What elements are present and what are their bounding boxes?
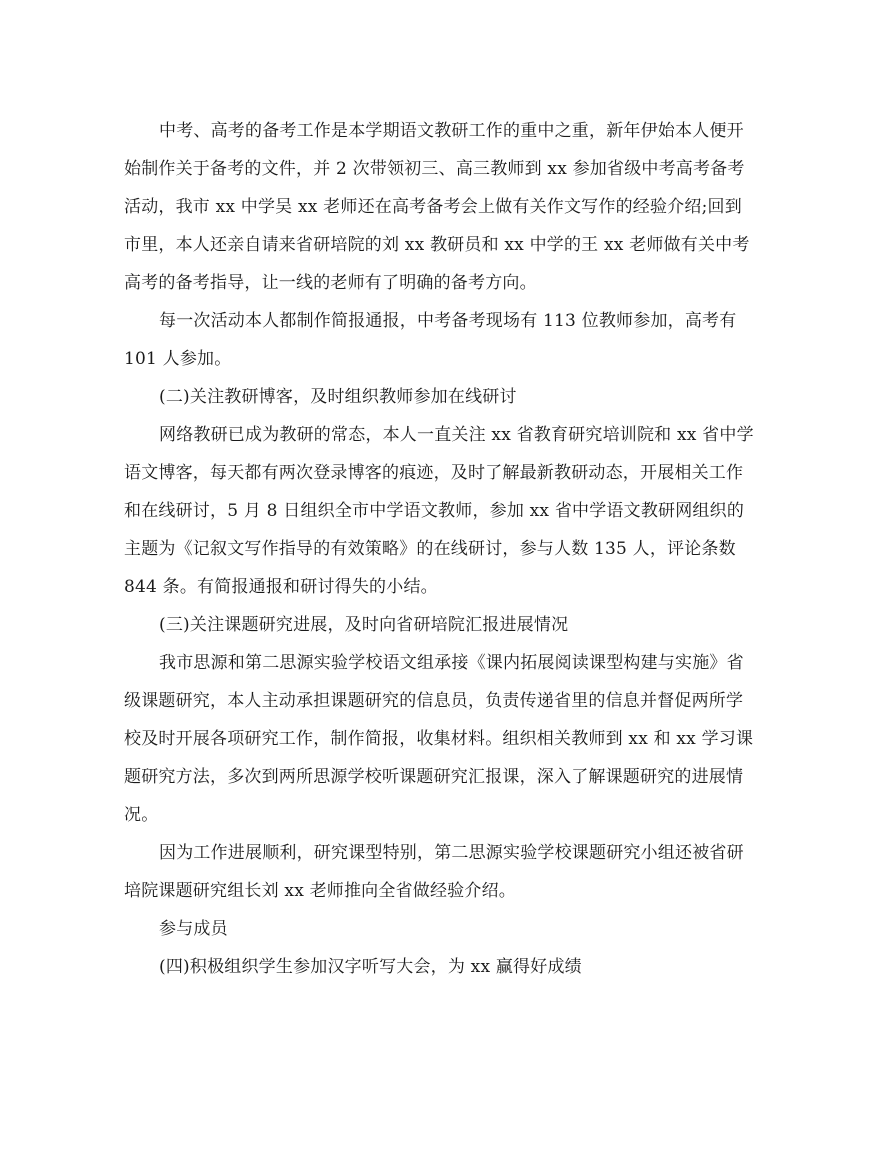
text-line: 和在线研讨，5 月 8 日组织全市中学语文教师，参加 xx 省中学语文教研网组织的 (124, 501, 745, 521)
paragraph-activity-report (124, 302, 774, 378)
text-line: 参与成员 (159, 919, 228, 939)
section-heading: (三)关注课题研究进展，及时向省研培院汇报进展情况 (159, 615, 569, 635)
text-line: 级课题研究，本人主动承担课题研究的信息员，负责传递省里的信息并督促两所学 (124, 691, 744, 711)
text-line: 我市思源和第二思源实验学校语文组承接《课内拓展阅读课型构建与实施》省 (159, 653, 744, 673)
paragraph-members (124, 910, 774, 948)
section-heading-project (124, 606, 774, 644)
paragraph-online-research (124, 416, 774, 606)
text-line: 网络教研已成为教研的常态，本人一直关注 xx 省教育研究培训院和 xx 省中学 (159, 425, 754, 445)
text-line: 主题为《记叙文写作指导的有效策略》的在线研讨，参与人数 135 人，评论条数 (124, 539, 736, 559)
document-body (124, 112, 774, 986)
text-line: 844 条。有简报通报和研讨得失的小结。 (124, 577, 438, 597)
paragraph-progress-result (124, 834, 774, 910)
text-line: 校及时开展各项研究工作，制作简报，收集材料。组织相关教师到 xx 和 xx 学习课 (124, 729, 754, 749)
text-line: 101 人参加。 (124, 349, 232, 369)
section-heading: (二)关注教研博客，及时组织教师参加在线研讨 (159, 387, 517, 407)
paragraph-exam-preparation (124, 112, 774, 302)
text-line: 况。 (124, 805, 159, 825)
text-line: 活动，我市 xx 中学吴 xx 老师还在高考备考会上做有关作文写作的经验介绍;回到 (124, 197, 742, 217)
text-line: 语文博客，每天都有两次登录博客的痕迹，及时了解最新教研动态，开展相关工作 (124, 463, 744, 483)
text-line: 高考的备考指导，让一线的老师有了明确的备考方向。 (124, 273, 537, 293)
text-line: 题研究方法，多次到两所思源学校听课题研究汇报课，深入了解课题研究的进展情 (124, 767, 744, 787)
text-line: 每一次活动本人都制作简报通报，中考备考现场有 113 位教师参加，高考有 (159, 311, 737, 331)
paragraph-project-research (124, 644, 774, 834)
text-line: 因为工作进展顺利，研究课型特别，第二思源实验学校课题研究小组还被省研 (159, 843, 744, 863)
text-line: 中考、高考的备考工作是本学期语文教研工作的重中之重，新年伊始本人便开 (159, 121, 744, 141)
section-heading: (四)积极组织学生参加汉字听写大会，为 xx 赢得好成绩 (159, 957, 582, 977)
text-line: 始制作关于备考的文件，并 2 次带领初三、高三教师到 xx 参加省级中考高考备考 (124, 159, 745, 179)
section-heading-dictation (124, 948, 774, 986)
text-line: 市里，本人还亲自请来省研培院的刘 xx 教研员和 xx 中学的王 xx 老师做有关中考 (124, 235, 750, 255)
section-heading-blog (124, 378, 774, 416)
text-line: 培院课题研究组长刘 xx 老师推向全省做经验介绍。 (124, 881, 516, 901)
